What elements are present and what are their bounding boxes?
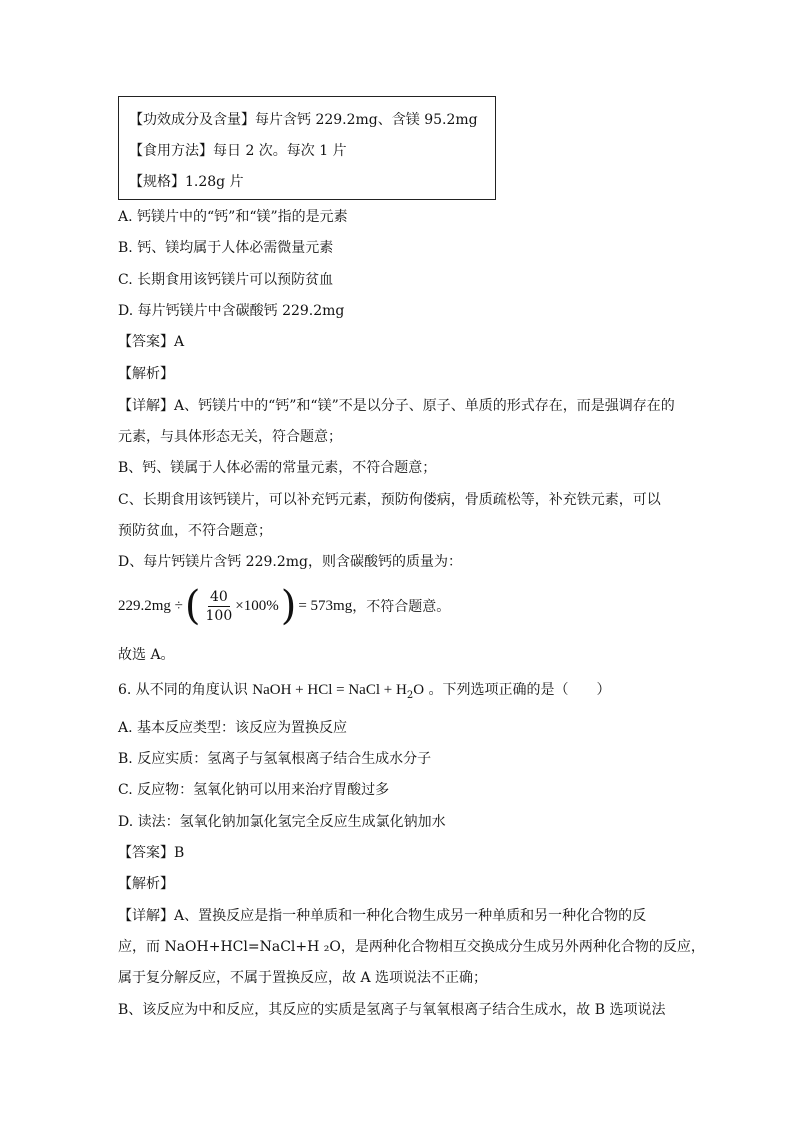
formula-fraction xyxy=(206,588,233,625)
q6-stem-post: 。下列选项正确的是（ ） xyxy=(424,682,611,698)
q6-equation-end: O xyxy=(413,682,425,698)
q6-stem xyxy=(118,680,610,706)
q5-option-a: A. 钙镁片中的“钙”和“镁”指的是元素 xyxy=(118,209,348,225)
q6-option-c: C. 反应物：氢氧化钠可以用来治疗胃酸过多 xyxy=(118,782,390,798)
q6-detail-4: B、该反应为中和反应，其反应的实质是氢离子与氧氧根离子结合生成水，故 B 选项说法 xyxy=(118,1002,666,1018)
q5-detail-6: D、每片钙镁片含钙 229.2mg，则含碳酸钙的质量为： xyxy=(118,554,462,570)
box-spec: 【规格】1.28g 片 xyxy=(129,174,244,190)
q6-detail-2: 应，而 NaOH+HCl=NaCl+H ₂O，是两种化合物相互交换成分生成另外两种化合物的反应， xyxy=(118,939,705,955)
q5-conclusion: 故选 A。 xyxy=(118,647,175,663)
formula-denominator: 100 xyxy=(205,607,233,624)
q6-equation-subscript: 2 xyxy=(406,689,414,701)
q5-analysis-heading: 【解析】 xyxy=(118,366,174,382)
formula-close-paren: ) xyxy=(280,583,297,629)
formula-rhs: = 573mg xyxy=(298,597,353,614)
formula-lhs: 229.2mg ÷ xyxy=(118,597,183,614)
product-label-box xyxy=(118,96,496,200)
q6-detail-1: 【详解】A、置换反应是指一种单质和一种化合物生成另一种单质和另一种化合物的反 xyxy=(118,908,647,924)
box-usage: 【食用方法】每日 2 次。每次 1 片 xyxy=(129,143,347,159)
q5-detail-1: 【详解】A、钙镁片中的“钙”和“镁”不是以分子、原子、单质的形式存在，而是强调存在的 xyxy=(118,398,675,414)
q5-option-b: B. 钙、镁均属于人体必需微量元素 xyxy=(118,240,334,256)
formula-tail: ，不符合题意。 xyxy=(352,599,451,615)
formula-open-paren: ( xyxy=(184,583,201,629)
q5-detail-3: B、钙、镁属于人体必需的常量元素，不符合题意； xyxy=(118,460,437,476)
q6-answer: 【答案】B xyxy=(118,845,185,861)
q6-option-d: D. 读法：氢氧化钠加氯化氢完全反应生成氯化钠加水 xyxy=(118,814,446,830)
calcium-carbonate-formula xyxy=(118,583,450,629)
q5-detail-2: 元素，与具体形态无关，符合题意； xyxy=(118,429,342,445)
formula-times: ×100% xyxy=(235,597,279,614)
q6-analysis-heading: 【解析】 xyxy=(118,876,174,892)
q6-equation: NaOH + HCl = NaCl + H xyxy=(252,682,407,698)
q5-detail-4: C、长期食用该钙镁片，可以补充钙元素，预防佝偻病，骨质疏松等，补充铁元素，可以 xyxy=(118,492,661,508)
q5-option-c: C. 长期食用该钙镁片可以预防贫血 xyxy=(118,272,334,288)
q5-detail-5: 预防贫血，不符合题意； xyxy=(118,523,272,539)
box-ingredients: 【功效成分及含量】每片含钙 229.2mg、含镁 95.2mg xyxy=(129,112,478,128)
q5-option-d: D. 每片钙镁片中含碳酸钙 229.2mg xyxy=(118,303,345,319)
q6-stem-pre: 6. 从不同的角度认识 xyxy=(118,682,253,698)
q6-option-a: A. 基本反应类型：该反应为置换反应 xyxy=(118,720,348,736)
q6-option-b: B. 反应实质：氢离子与氢氧根离子结合生成水分子 xyxy=(118,751,432,767)
formula-numerator: 40 xyxy=(209,588,228,605)
q6-detail-3: 属于复分解反应，不属于置换反应，故 A 选项说法不正确； xyxy=(118,970,488,986)
q5-answer: 【答案】A xyxy=(118,334,185,350)
